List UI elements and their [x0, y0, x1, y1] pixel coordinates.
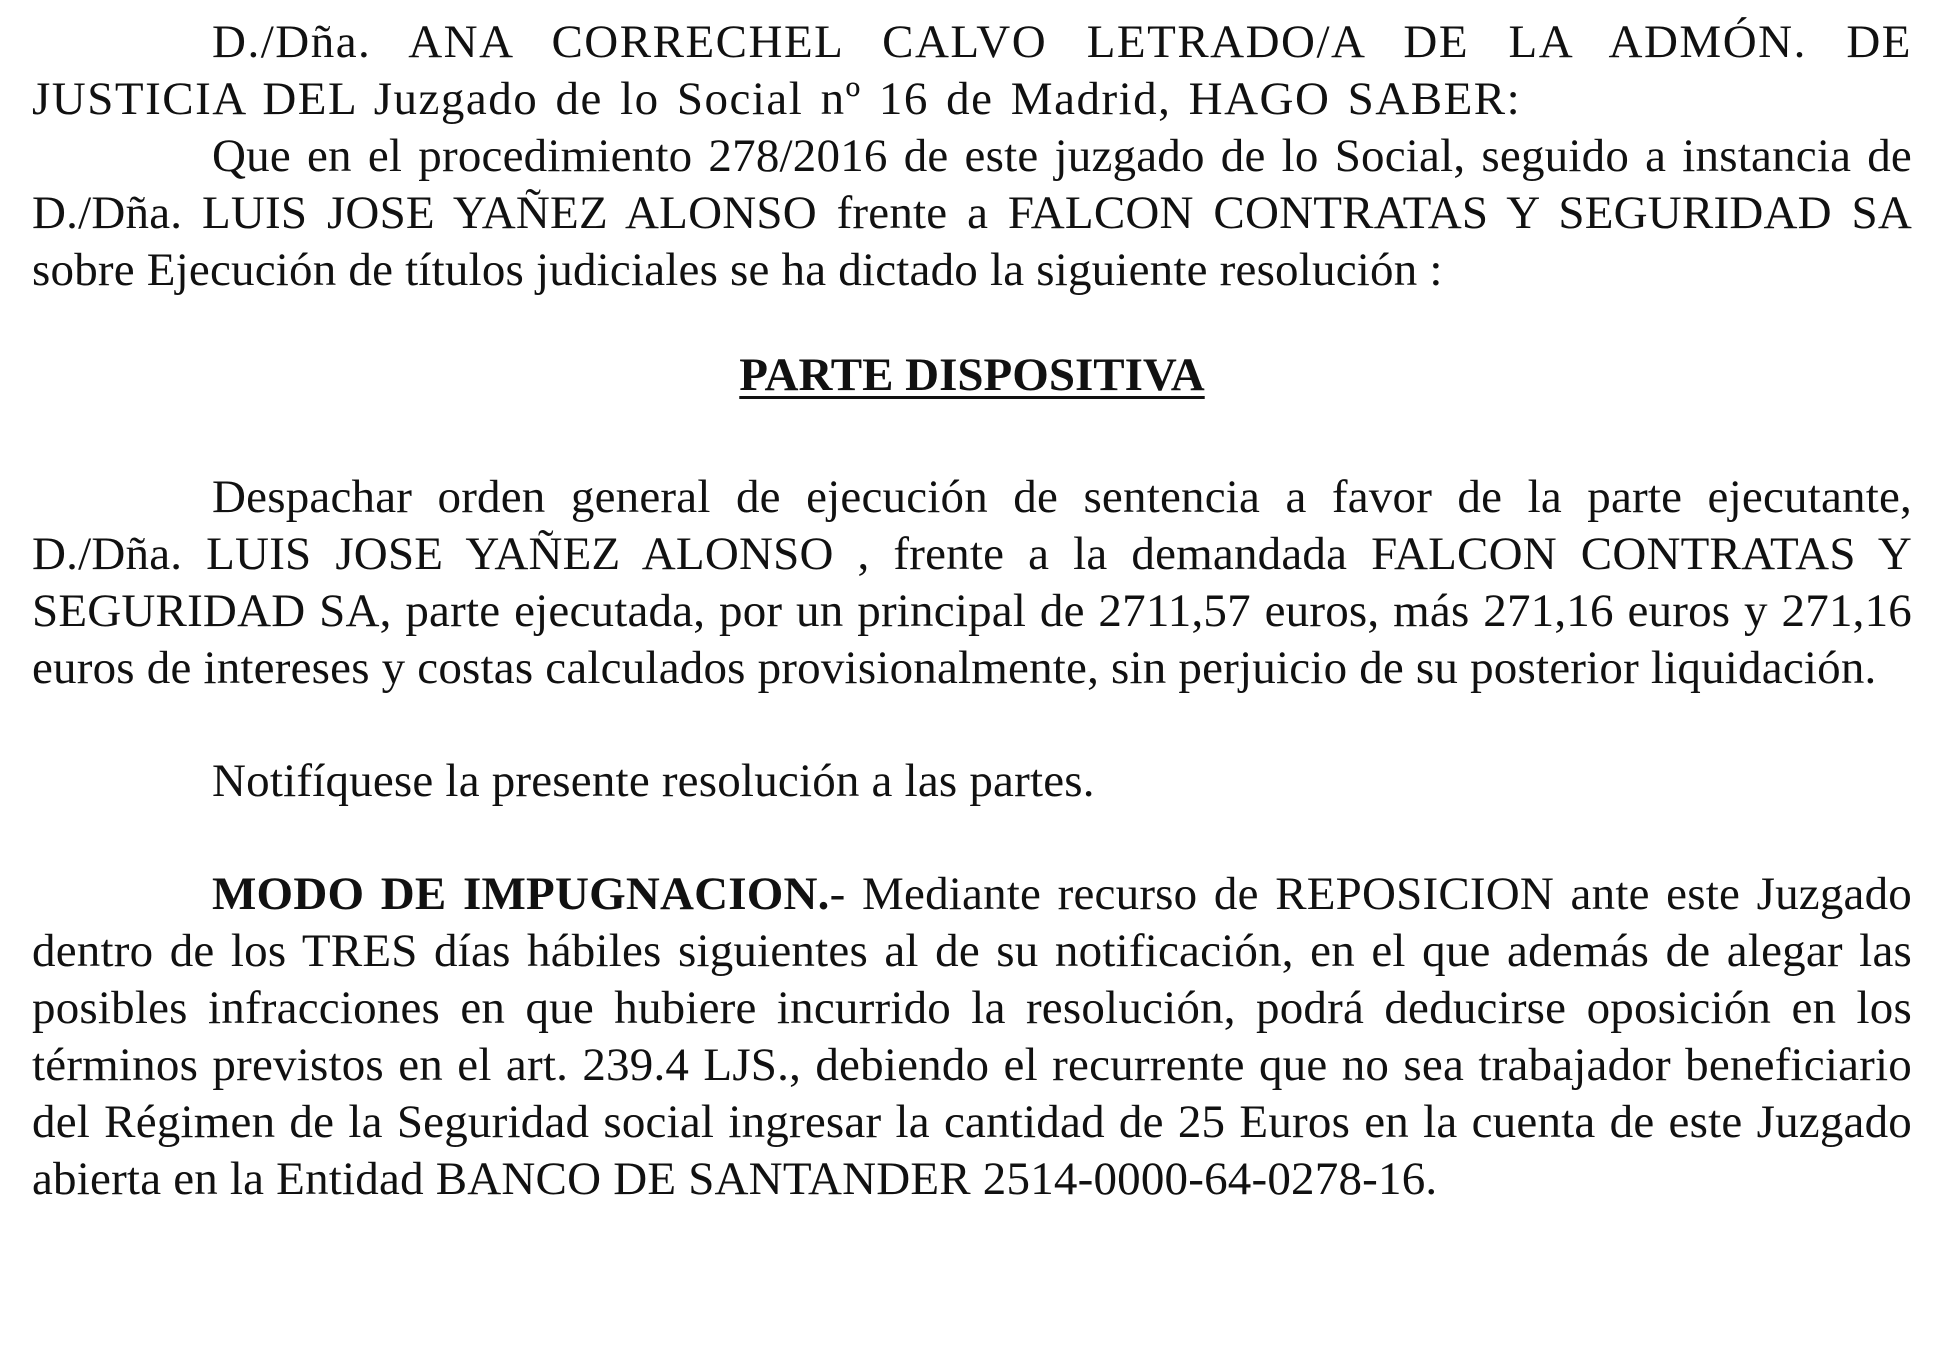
impugnation-body: - Mediante recurso de REPOSICION ante este Juzgado dentro de los TRES días hábiles siguientes al de su notificación, en el que además de alegar las posibles infracciones en que hubiere incurrido la resolución, podrá deducirse oposición en los términos previstos en el art. 239.4 LJS., debiendo el recurrente que no sea trabajador beneficiario del Régimen de la Seguridad social ingresar la cantidad de 25 Euros en la cuenta de este Juzgado abierta en la Entidad BANCO DE SANTANDER 2514-0000-64-0278-16. [32, 868, 1912, 1205]
impugnation-lead: MODO DE IMPUGNACION. [212, 868, 830, 920]
intro-paragraph: Que en el procedimiento 278/2016 de este juzgado de lo Social, seguido a instancia de D./Dña. LUIS JOSE YAÑEZ ALONSO frente a FALCON CONTRATAS Y SEGURIDAD SA sobre Ejecución de títulos judiciales se ha dictado la siguiente resolución : [32, 130, 1912, 296]
impugnation-paragraph [32, 866, 1912, 1208]
header-paragraph: D./Dña. ANA CORRECHEL CALVO LETRADO/A DE LA ADMÓN. DE JUSTICIA DEL Juzgado de lo Social nº 16 de Madrid, HAGO SABER: [32, 16, 1912, 125]
section-heading: PARTE DISPOSITIVA [739, 349, 1205, 401]
notification-paragraph: Notifíquese la presente resolución a las partes. [212, 755, 1095, 807]
dispositive-paragraph: Despachar orden general de ejecución de sentencia a favor de la parte ejecutante, D./Dña. LUIS JOSE YAÑEZ ALONSO , frente a la demandada FALCON CONTRATAS Y SEGURIDAD SA, parte ejecutada, por un principal de 2711,57 euros, más 271,16 euros y 271,16 euros de intereses y costas calculados provisionalmente, sin perjuicio de su posterior liquidación. [32, 471, 1912, 694]
